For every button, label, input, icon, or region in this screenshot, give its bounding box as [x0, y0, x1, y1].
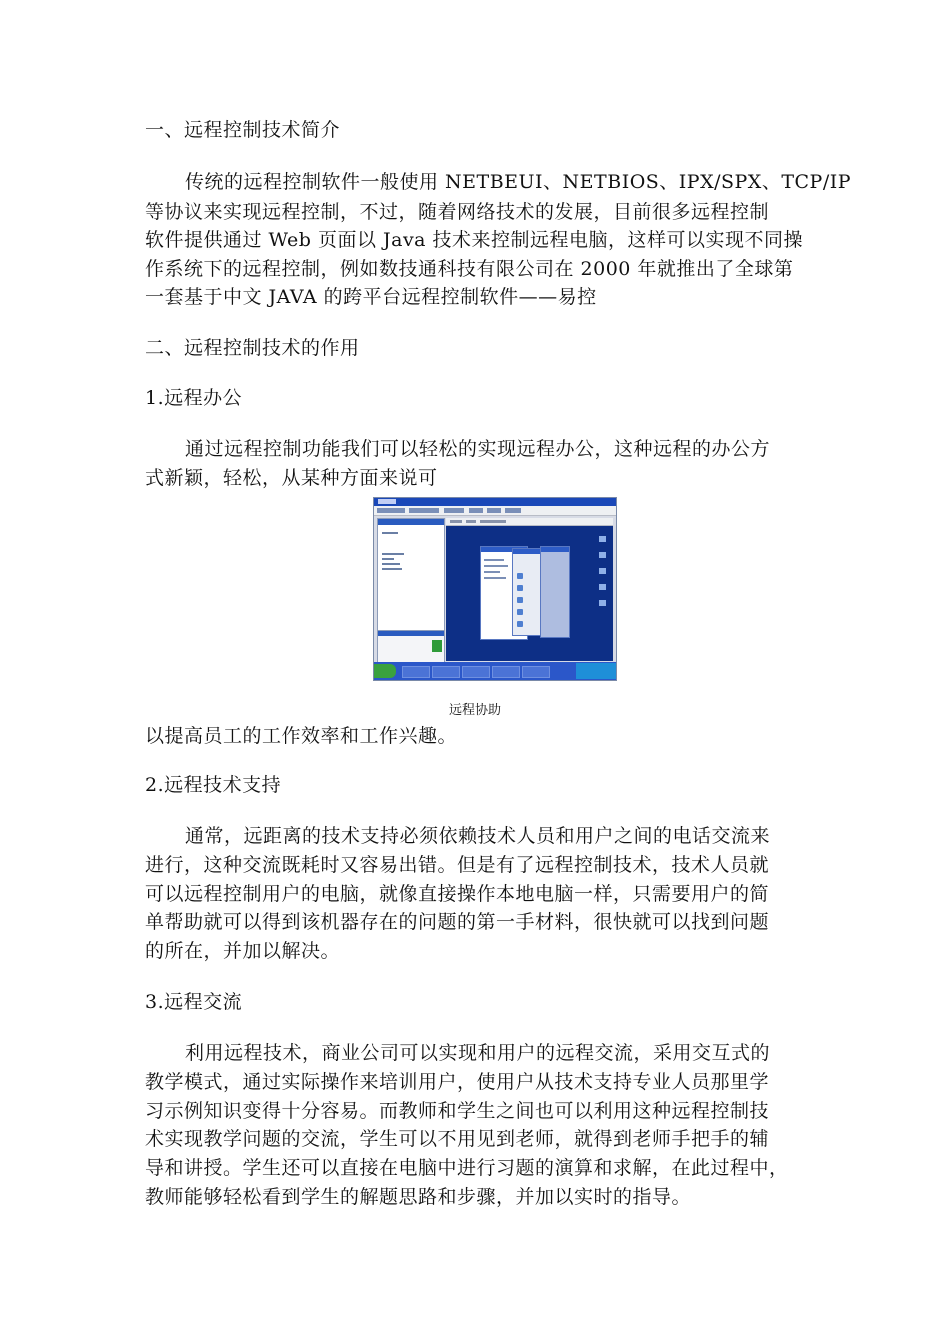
figure-caption: 远程协助 — [448, 703, 501, 718]
paragraph-line: 导和讲授。学生还可以直接在电脑中进行习题的演算和求解，在此过程中， — [145, 1157, 789, 1179]
window-toolbar — [374, 506, 616, 516]
remote-desktop-view — [446, 526, 613, 661]
paragraph-line: 的所在，并加以解决。 — [145, 940, 341, 962]
paragraph-line: 进行，这种交流既耗时又容易出错。但是有了远程控制技术，技术人员就 — [145, 854, 770, 876]
paragraph-line: 通过远程控制功能我们可以轻松的实现远程办公，这种远程的办公方 — [185, 438, 771, 460]
paragraph-line: 等协议来实现远程控制，不过，随着网络技术的发展，目前很多远程控制 — [145, 201, 770, 223]
remote-assistance-screenshot — [373, 497, 617, 681]
paragraph-line: 以提高员工的工作效率和工作兴趣。 — [145, 725, 458, 747]
assistance-side-panel — [377, 518, 445, 663]
paragraph-line: 教师能够轻松看到学生的解题思路和步骤，并加以实时的指导。 — [145, 1186, 692, 1208]
subsection-3-heading: 3.远程交流 — [145, 991, 243, 1013]
start-icon — [374, 664, 396, 678]
paragraph-line: 教学模式，通过实际操作来培训用户，使用户从技术支持专业人员那里学 — [145, 1071, 770, 1093]
section-1-heading: 一、远程控制技术简介 — [145, 119, 341, 141]
connect-icon — [432, 640, 442, 652]
paragraph-line: 一套基于中文 JAVA 的跨平台远程控制软件——易控 — [145, 286, 597, 308]
paragraph-line: 通常，远距离的技术支持必须依赖技术人员和用户之间的电话交流来 — [185, 825, 771, 847]
paragraph-line: 传统的远程控制软件一般使用 NETBEUI、NETBIOS、IPX/SPX、TCP/IP — [185, 171, 852, 193]
paragraph-line: 单帮助就可以得到该机器存在的问题的第一手材料，很快就可以找到问题 — [145, 911, 770, 933]
address-bar — [446, 518, 613, 526]
paragraph-line: 可以远程控制用户的电脑，就像直接操作本地电脑一样，只需要用户的简 — [145, 883, 770, 905]
paragraph-line: 软件提供通过 Web 页面以 Java 技术来控制远程电脑，这样可以实现不同操 — [145, 229, 804, 251]
window-titlebar — [374, 498, 616, 506]
remote-window — [540, 546, 570, 638]
paragraph-line: 术实现教学问题的交流，学生可以不用见到老师，就得到老师手把手的辅 — [145, 1128, 770, 1150]
paragraph-line: 作系统下的远程控制，例如数技通科技有限公司在 2000 年就推出了全球第 — [145, 258, 794, 280]
subsection-1-heading: 1.远程办公 — [145, 387, 243, 409]
subsection-2-heading: 2.远程技术支持 — [145, 774, 282, 796]
desktop-icons — [599, 536, 607, 616]
taskbar — [374, 662, 616, 680]
paragraph-line: 式新颖，轻松，从某种方面来说可 — [145, 467, 438, 489]
section-2-heading: 二、远程控制技术的作用 — [145, 337, 360, 359]
remote-window — [512, 548, 542, 636]
paragraph-line: 习示例知识变得十分容易。而教师和学生之间也可以利用这种远程控制技 — [145, 1100, 770, 1122]
paragraph-line: 利用远程技术，商业公司可以实现和用户的远程交流，采用交互式的 — [185, 1042, 771, 1064]
